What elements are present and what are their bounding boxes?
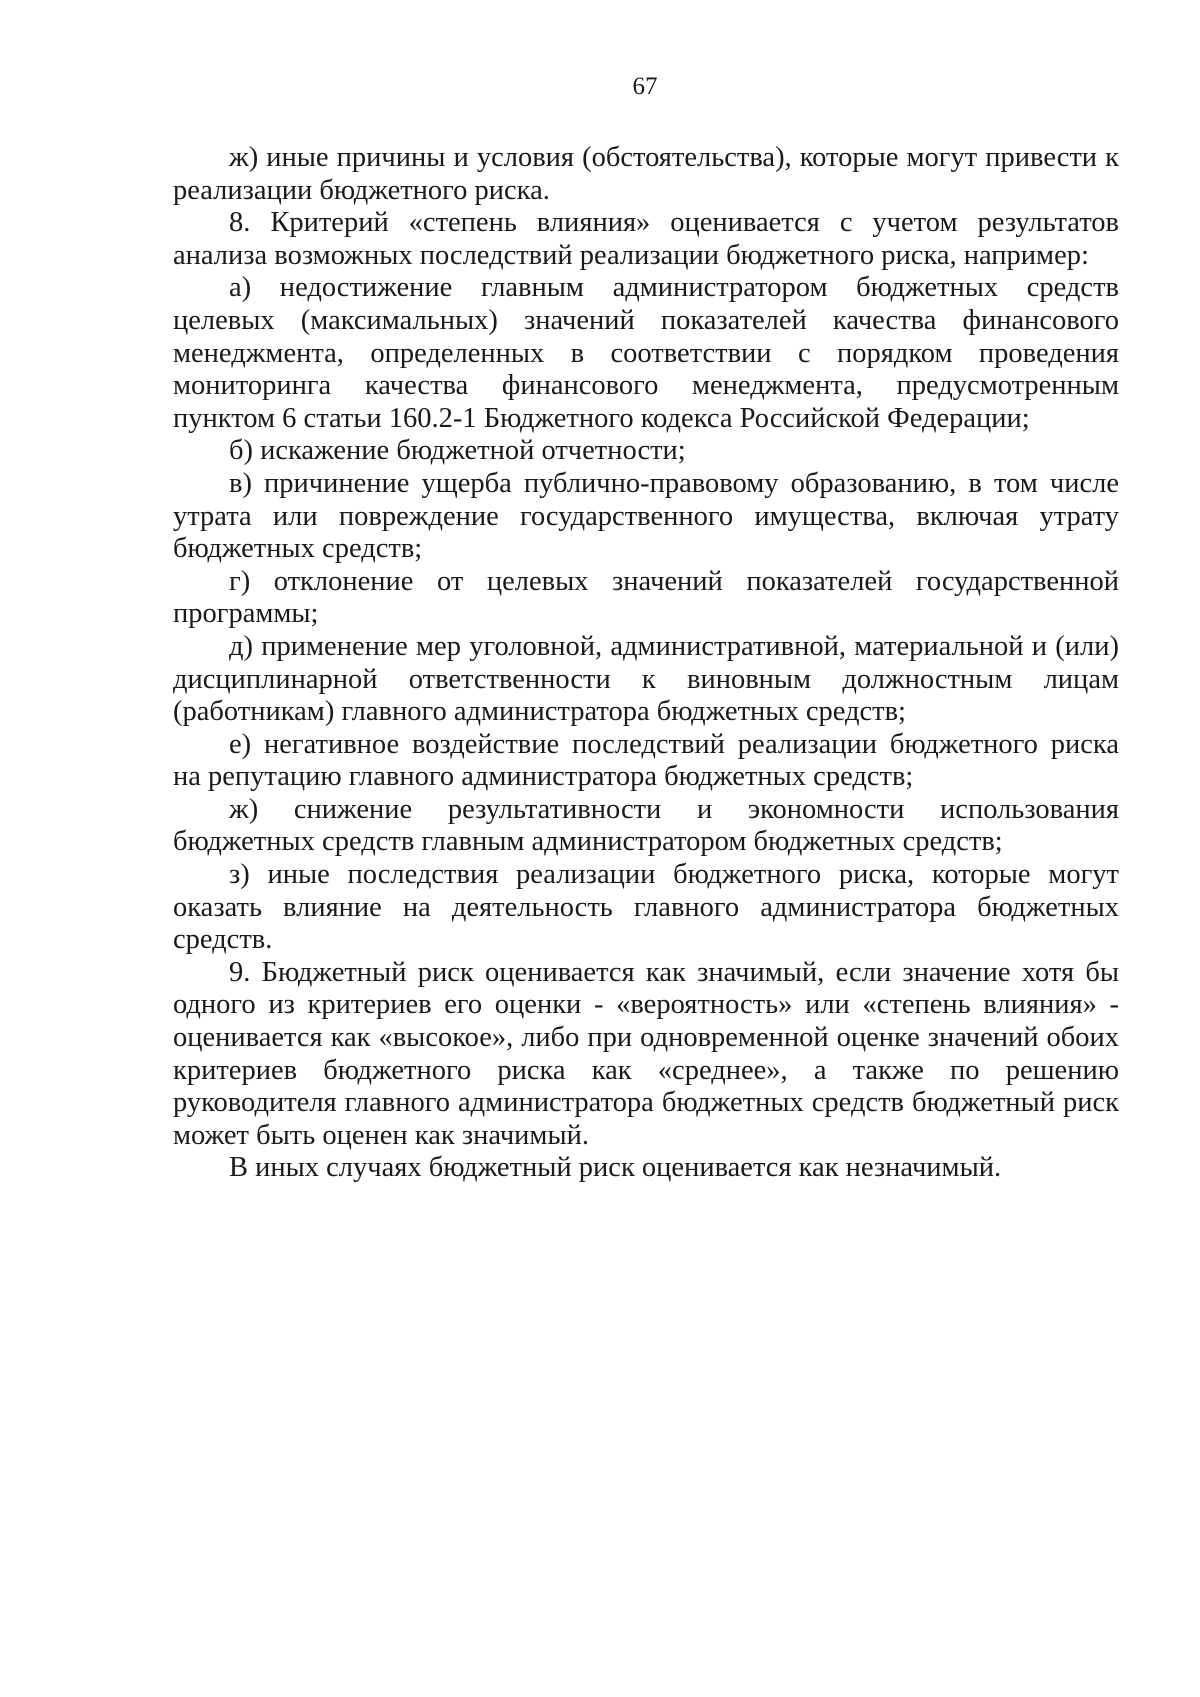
paragraph-z-other-consequences: з) иные последствия реализации бюджетного риска, которые могут оказать влияние на деятельность главного администратора бюджетных средств.	[173, 859, 1119, 956]
paragraph-8-impact-criterion: 8. Критерий «степень влияния» оценивается с учетом результатов анализа возможных последствий реализации бюджетного риска, например:	[173, 207, 1119, 271]
document-body	[173, 142, 1119, 1185]
paragraph-g-deviation: г) отклонение от целевых значений показателей государственной программы;	[173, 565, 1119, 630]
paragraph-b-distortion: б) искажение бюджетной отчетности;	[229, 435, 686, 467]
paragraph-9-significant-risk: 9. Бюджетный риск оценивается как значимый, если значение хотя бы одного из критериев его оценки - «вероятность» или «степень влияния» - оценивается как «высокое», либо при одновременной оценке значений обоих критериев бюджетного риска как «среднее», а также по решению руководителя главного администратора бюджетных средств бюджетный риск может быть оценен как значимый.	[173, 956, 1119, 1151]
page-number: 67	[632, 73, 658, 100]
paragraph-zh-other-causes: ж) иные причины и условия (обстоятельства), которые могут привести к реализации бюджетного риска.	[173, 142, 1119, 206]
paragraph-v-damage: в) причинение ущерба публично-правовому образованию, в том числе утрата или повреждение государственного имущества, включая утрату бюджетных средств;	[173, 467, 1119, 565]
paragraph-d-liability: д) применение мер уголовной, административной, материальной и (или) дисциплинарной ответственности к виновным должностным лицам (работникам) главного администратора бюджетных средств;	[173, 630, 1119, 728]
paragraph-e-reputation: е) негативное воздействие последствий реализации бюджетного риска на репутацию главного администратора бюджетных средств;	[173, 728, 1119, 793]
paragraph-a-non-achievement: а) недостижение главным администратором бюджетных средств целевых (максимальных) значений показателей качества финансового менеджмента, определенных в соответствии с порядком проведения мониторинга качества финансового менеджмента, предусмотренным пунктом 6 статьи 160.2-1 Бюджетного кодекса Российской Федерации;	[173, 272, 1119, 434]
paragraph-insignificant-risk: В иных случаях бюджетный риск оценивается как незначимый.	[229, 1152, 1002, 1184]
paragraph-zh-efficiency: ж) снижение результативности и экономности использования бюджетных средств главным администратором бюджетных средств;	[173, 793, 1119, 858]
